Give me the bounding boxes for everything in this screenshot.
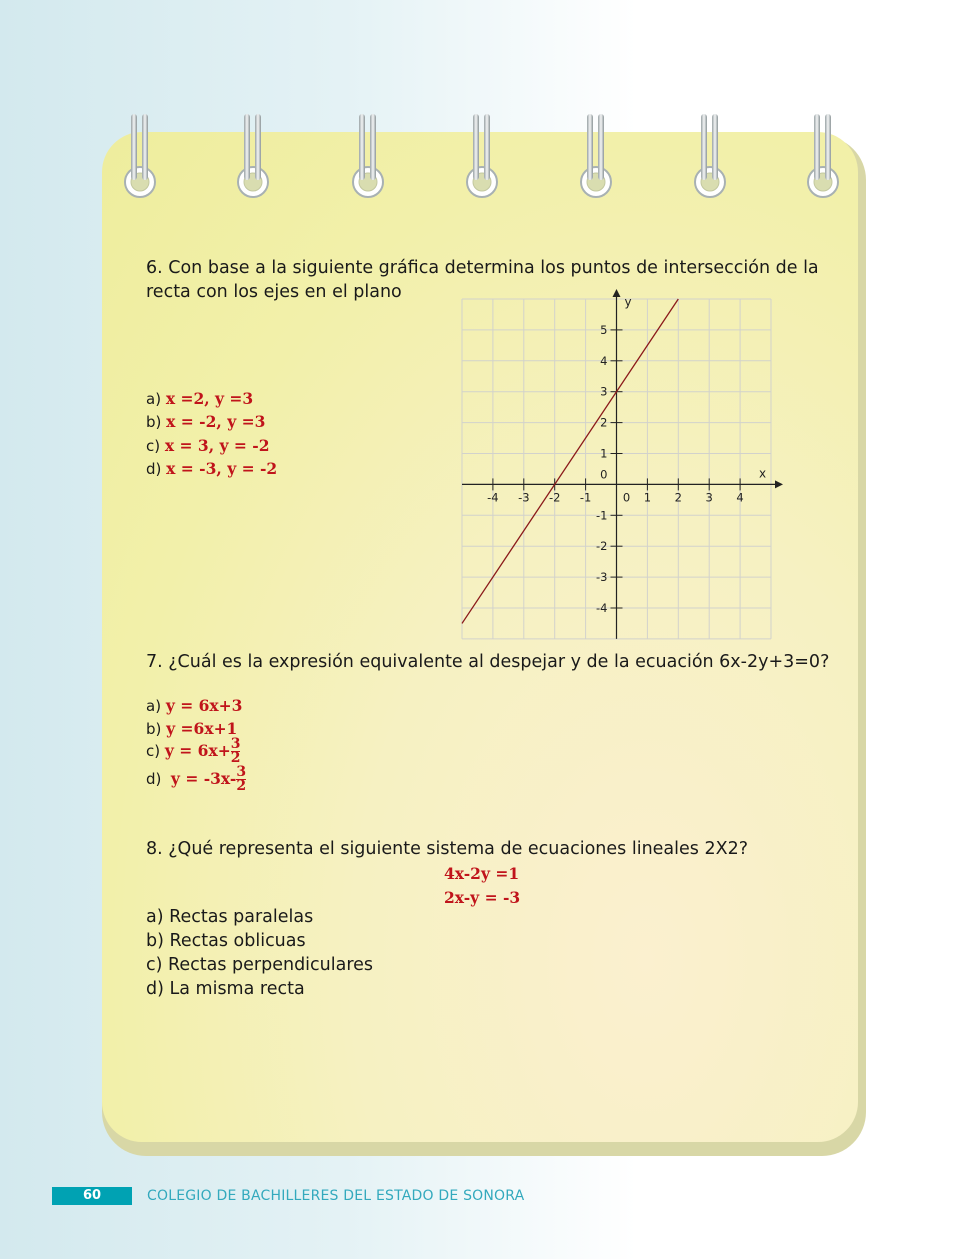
y-axis-label: y: [624, 295, 632, 309]
x-tick-label: 1: [643, 490, 652, 505]
question-6: 6. Con base a la siguiente gráfica determina los puntos de intersección de la recta con los ejes en el plano: [146, 258, 819, 302]
y-tick-label: 0: [600, 467, 608, 482]
page-number: 60: [52, 1187, 132, 1205]
y-tick-label: 5: [600, 322, 608, 337]
q8-option-c[interactable]: c) Rectas perpendiculares: [146, 955, 374, 975]
q6-option-c[interactable]: c) x = 3, y = -2: [146, 436, 270, 455]
y-tick-label: 2: [600, 415, 608, 430]
equation-2: 2x-y = -3: [444, 888, 521, 907]
x-tick-label: 4: [736, 490, 744, 505]
question-8: 8. ¿Qué representa el siguiente sistema de ecuaciones lineales 2X2?: [146, 839, 748, 859]
series-line: [462, 299, 678, 623]
q6-option-b[interactable]: b) x = -2, y =3: [146, 412, 266, 431]
y-tick-label: -3: [596, 570, 608, 585]
x-tick-label: -3: [518, 490, 530, 505]
q6-option-d[interactable]: d) x = -3, y = -2: [146, 459, 278, 478]
y-tick-label: -1: [596, 508, 608, 523]
x-tick-label: 3: [705, 490, 713, 505]
x-tick-label: -4: [487, 490, 499, 505]
q7-option-a[interactable]: a) y = 6x+3: [146, 696, 243, 715]
y-axis-arrow-icon: [613, 289, 621, 297]
q8-option-a[interactable]: a) Rectas paralelas: [146, 907, 314, 927]
x-tick-label: 2: [674, 490, 682, 505]
x-axis-arrow-icon: [775, 480, 783, 488]
equation-1: 4x-2y =1: [444, 864, 520, 883]
q7-option-b[interactable]: b) y =6x+1: [146, 719, 238, 738]
x-axis-label: x: [759, 466, 767, 481]
q8-option-d[interactable]: d) La misma recta: [146, 979, 305, 999]
question-7: 7. ¿Cuál es la expresión equivalente al despejar y de la ecuación 6x-2y+3=0?: [146, 652, 830, 672]
y-tick-label: 1: [600, 446, 608, 461]
y-tick-label: 4: [600, 353, 608, 368]
x-tick-label: -2: [548, 490, 561, 505]
footer-institution: COLEGIO DE BACHILLERES DEL ESTADO DE SONORA: [147, 1188, 525, 1204]
x-tick-label: 0: [622, 490, 631, 505]
y-tick-label: -2: [596, 539, 608, 554]
y-tick-label: -4: [596, 601, 608, 615]
fraction: $\frac{3}{2}$: [236, 764, 247, 794]
q6-option-a[interactable]: a) x =2, y =3: [146, 389, 254, 408]
q8-option-b[interactable]: b) Rectas oblicuas: [146, 931, 306, 951]
x-tick-label: -1: [579, 490, 592, 505]
q7-option-d[interactable]: d) y = -3x- $\frac{3}{2}$: [146, 764, 247, 794]
fraction: $\frac{3}{2}$: [230, 736, 241, 766]
q7-option-c[interactable]: c) y = 6x+ $\frac{3}{2}$: [146, 736, 241, 766]
y-tick-label: 3: [600, 384, 608, 399]
